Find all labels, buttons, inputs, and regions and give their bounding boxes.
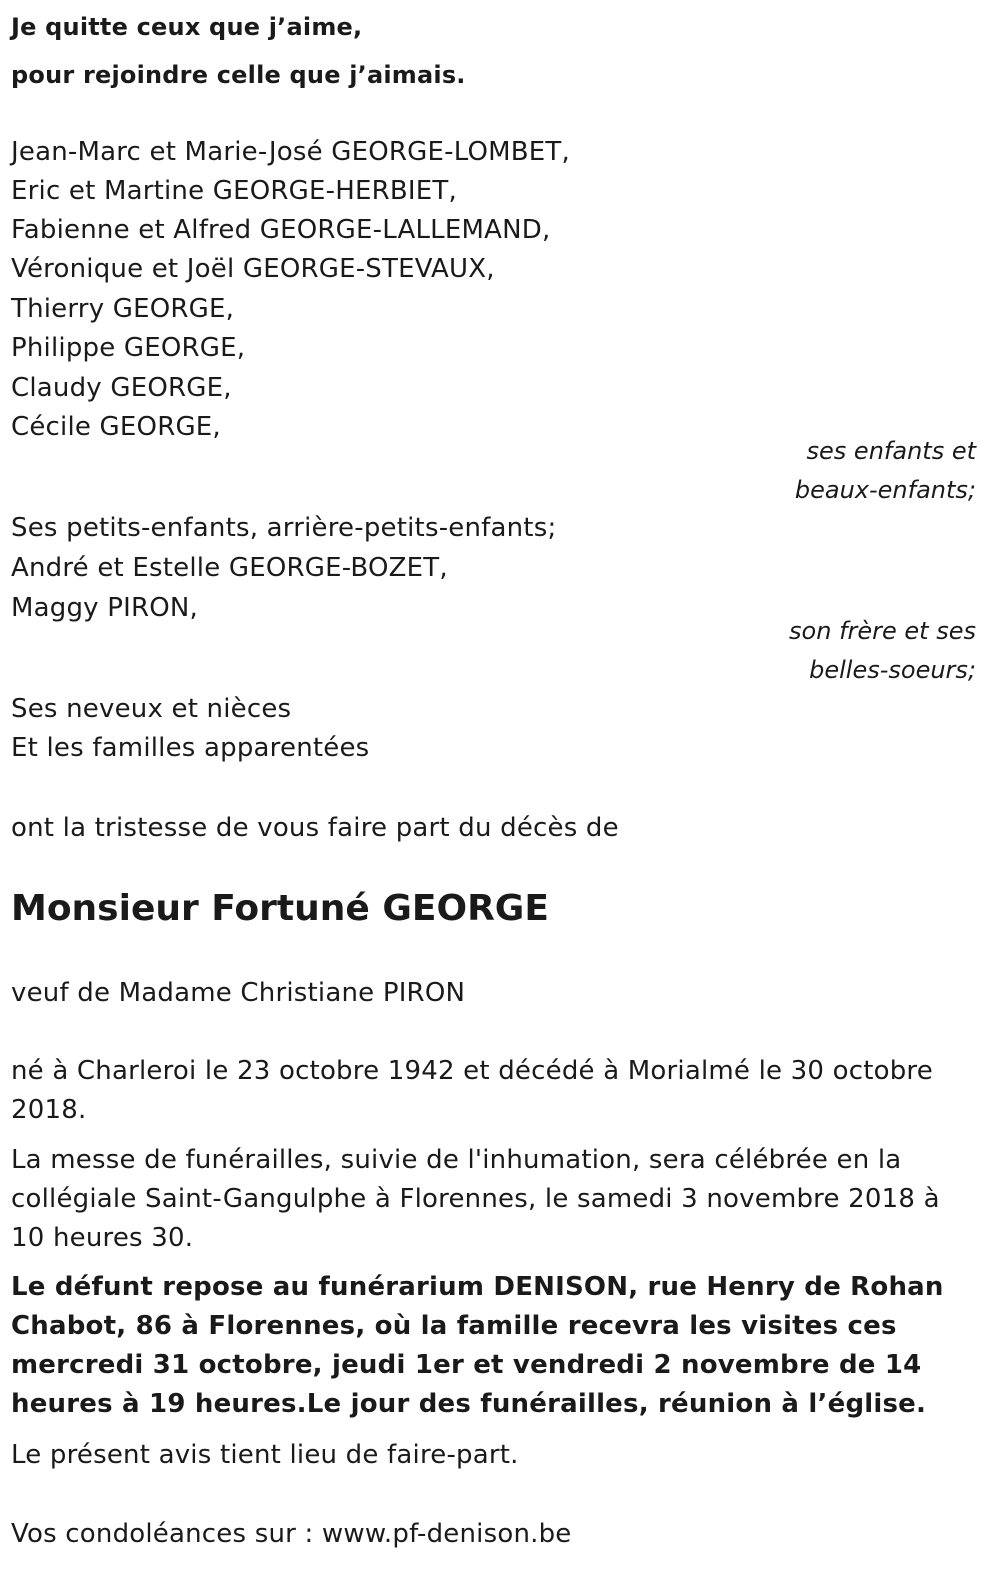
funeral-text: La messe de funérailles, suivie de l'inhumation, sera célébrée en la collégiale Saint-Gangulphe à Florennes, le samedi 3 novembre 2018 à 10 heures 30. <box>11 1145 940 1253</box>
children-item: Fabienne et Alfred GEORGE-LALLEMAND, <box>11 215 551 245</box>
visitation-text: Le défunt repose au funérarium DENISON, rue Henry de Rohan Chabot, 86 à Florennes, où la famille recevra les visites ces mercredi 31 octobre, jeudi 1er et vendredi 2 novembre de 14 heures à 19 heures.Le jour des funérailles, réunion à l’église. <box>11 1272 944 1419</box>
condolences-text: Vos condoléances sur : www.pf-denison.be <box>11 1519 572 1549</box>
quote-line-1: Je quitte ceux que j’aime, <box>11 13 363 41</box>
children-role-line-2: beaux-enfants; <box>794 476 976 504</box>
extended-item: Et les familles apparentées <box>11 733 370 763</box>
children-item: Véronique et Joël GEORGE-STEVAUX, <box>11 254 495 284</box>
siblings-role-line-1: son frère et ses <box>789 617 976 645</box>
children-item: Eric et Martine GEORGE-HERBIET, <box>11 176 457 206</box>
siblings-item: André et Estelle GEORGE-BOZET, <box>11 553 448 583</box>
notice-text: Le présent avis tient lieu de faire-part. <box>11 1440 519 1470</box>
announcement-text: ont la tristesse de vous faire part du décès de <box>11 813 619 843</box>
siblings-item: Maggy PIRON, <box>11 593 199 623</box>
children-item: Philippe GEORGE, <box>11 333 246 363</box>
widow-of-text: veuf de Madame Christiane PIRON <box>11 978 466 1008</box>
birth-death-text: né à Charleroi le 23 octobre 1942 et décédé à Morialmé le 30 octobre 2018. <box>11 1056 933 1125</box>
quote-line-2: pour rejoindre celle que j’aimais. <box>11 61 466 89</box>
children-role-line-1: ses enfants et <box>806 437 976 465</box>
siblings-role-line-2: belles-soeurs; <box>809 656 976 684</box>
deceased-name: Monsieur Fortuné GEORGE <box>11 888 549 929</box>
children-item: Jean-Marc et Marie-José GEORGE-LOMBET, <box>11 137 570 167</box>
children-item: Cécile GEORGE, <box>11 412 221 442</box>
siblings-item: Ses petits-enfants, arrière-petits-enfants; <box>11 513 557 543</box>
children-item: Claudy GEORGE, <box>11 373 232 403</box>
children-item: Thierry GEORGE, <box>11 294 235 324</box>
extended-item: Ses neveux et nièces <box>11 694 292 724</box>
